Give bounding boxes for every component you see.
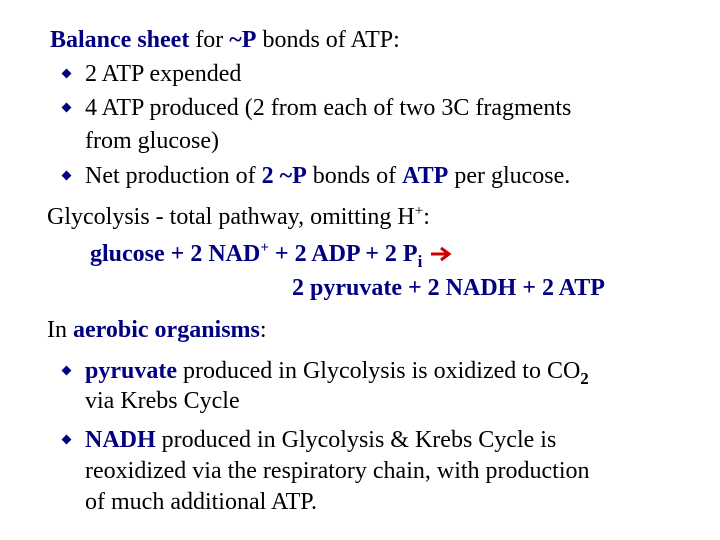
aerobic-item-2-line-1 <box>85 426 556 454</box>
nadh-term: NADH <box>85 427 156 453</box>
glycolysis-heading <box>47 203 430 234</box>
net-production-atp: ATP <box>402 163 449 189</box>
aerobic-heading-end: : <box>259 317 267 343</box>
balance-item-2-line-1: 4 ATP produced (2 from each of two 3C fragments <box>85 95 572 121</box>
aerobic-item-1-line-1 <box>85 357 589 387</box>
co2-subscript: 2 <box>580 369 589 388</box>
equation-reactants-a: glucose + 2 NAD <box>90 241 261 267</box>
net-production-count: 2 ~P <box>261 163 307 189</box>
balance-sheet-heading <box>50 26 400 54</box>
bond-symbol: ~P <box>229 27 257 53</box>
pyruvate-term: pyruvate <box>85 358 177 384</box>
glycolysis-equation-line-2: 2 pyruvate + 2 NADH + 2 ATP <box>292 275 605 301</box>
balance-item-2-line-2: from glucose) <box>85 128 219 154</box>
balance-item-3 <box>85 162 570 190</box>
diamond-bullet-icon <box>62 366 72 376</box>
glycolysis-heading-end: : <box>423 204 430 230</box>
equation-pi-subscript: i <box>417 252 423 271</box>
glycolysis-heading-text: Glycolysis - total pathway, omitting H <box>47 204 415 230</box>
diamond-bullet-icon <box>62 435 72 445</box>
diamond-bullet-icon <box>62 69 72 79</box>
aerobic-item-2-text: produced in Glycolysis & Krebs Cycle is <box>155 427 557 453</box>
aerobic-item-1-text: produced in Glycolysis is oxidized to CO <box>177 358 581 384</box>
glycolysis-heading-sup: + <box>414 203 424 219</box>
net-production-pre: Net production of <box>85 163 262 189</box>
balance-heading-text-1: for <box>189 27 230 53</box>
balance-item-1: 2 ATP expended <box>85 61 242 87</box>
glycolysis-equation-line-1 <box>90 240 456 271</box>
balance-heading-text-2: bonds of ATP: <box>256 27 400 53</box>
net-production-post: per glucose. <box>448 163 571 189</box>
aerobic-heading-pre: In <box>47 317 73 343</box>
aerobic-item-2-line-3: of much additional ATP. <box>85 489 317 515</box>
equation-nad-charge: + <box>260 240 269 256</box>
aerobic-organisms-term: aerobic organisms <box>73 317 260 343</box>
aerobic-item-2-line-2: reoxidized via the respiratory chain, with production <box>85 458 590 484</box>
balance-sheet-title: Balance sheet <box>50 27 190 53</box>
aerobic-heading <box>47 316 267 344</box>
aerobic-item-1-line-2: via Krebs Cycle <box>85 388 240 414</box>
equation-reactants-b: + 2 ADP + 2 P <box>268 241 418 267</box>
diamond-bullet-icon <box>62 103 72 113</box>
right-arrow-icon <box>430 241 456 269</box>
diamond-bullet-icon <box>62 171 72 181</box>
net-production-mid: bonds of <box>306 163 403 189</box>
